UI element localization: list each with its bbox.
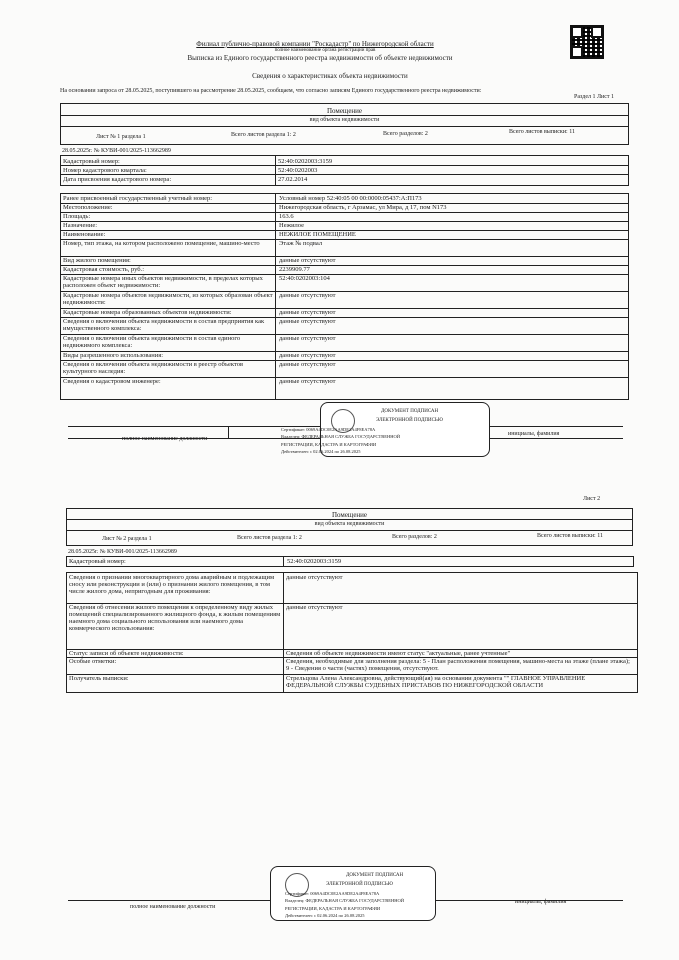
- detail-label-2: Сведения об отнесении жилого помещения к определенному виду жилых помещений специализированного жилищного фонда, к жилым помещениям наемного дома социального использования или наемного дома коммерческого использования:: [69, 604, 281, 632]
- e-signature-stamp-1: [281, 402, 490, 457]
- org-caption: полное наименование органа регистрации прав: [274, 48, 376, 53]
- detail-value: данные отсутствуют: [279, 361, 336, 368]
- detail-value: Условный номер 52:40:05 00 00:0000:05437:А:П173: [279, 195, 422, 202]
- page2-header-block: [66, 508, 633, 546]
- sheets-in-section: Всего листов раздела 1: 2: [231, 132, 296, 138]
- detail-label: Кадастровые номера иных объектов недвижимости, в пределах которых расположен объект недвижимости:: [63, 275, 263, 289]
- detail-value-2: Сведения, необходимые для заполнения раздела: 5 - План расположения помещения, машино-места на этаже (плане этажа); 9 - Сведения о части (частях) помещения, отсутствуют.: [286, 658, 630, 672]
- stamp-line: ДОКУМЕНТ ПОДПИСАН: [381, 409, 439, 414]
- detail-label: Сведения о включении объекта недвижимости в состав единого недвижимого комплекса:: [63, 335, 241, 349]
- stamp-line: РЕГИСТРАЦИИ, КАДАСТРА И КАРТОГРАФИИ: [285, 906, 381, 911]
- detail-label: Местоположение:: [63, 204, 113, 211]
- object-type-caption: вид объекта недвижимости: [309, 117, 380, 123]
- detail-label: Ранее присвоенный государственный учетный номер:: [63, 195, 213, 202]
- stamp-line: ЭЛЕКТРОННОЙ ПОДПИСЬЮ: [326, 882, 393, 887]
- detail-label: Площадь:: [63, 213, 91, 220]
- stamp-line: Владелец: ФЕДЕРАЛЬНАЯ СЛУЖБА ГОСУДАРСТВЕННОЙ: [281, 434, 401, 439]
- detail-value: данные отсутствуют: [279, 309, 336, 316]
- detail-value-2: Сведения об объекте недвижимости имеют статус "актуальные, ранее учтенные": [286, 650, 511, 657]
- detail-value-2: данные отсутствуют: [286, 604, 343, 611]
- detail-value: данные отсутствуют: [279, 257, 336, 264]
- name-caption-2: инициалы, фамилия: [515, 899, 567, 905]
- detail-label: Кадастровая стоимость, руб.:: [63, 266, 145, 273]
- page1-cadastral-block: [60, 155, 629, 186]
- detail-value: данные отсутствуют: [279, 378, 336, 385]
- object-type-2: Помещение: [331, 511, 368, 519]
- quarter-value: 52:40:0202003: [278, 167, 318, 174]
- total-sections: Всего разделов: 2: [383, 131, 428, 137]
- detail-value: 52:40:0202003:104: [279, 275, 330, 282]
- stamp-line: ЭЛЕКТРОННОЙ ПОДПИСЬЮ: [376, 418, 443, 423]
- cadastral-number-value-2: 52:40:0202003:3159: [287, 558, 342, 565]
- request-basis: На основании запроса от 28.05.2025, поступившего на рассмотрение 28.05.2025, сообщаем, что согласно записям Единого государственного реестра недвижимости:: [60, 88, 482, 94]
- cadastral-number-label: Кадастровый номер:: [63, 158, 120, 165]
- section-title: Сведения о характеристиках объекта недвижимости: [252, 72, 408, 80]
- sheet-2-label: Лист 2: [583, 496, 601, 502]
- total-sections-2: Всего разделов: 2: [392, 534, 437, 540]
- detail-label-2: Получатель выписки:: [69, 675, 129, 682]
- position-caption-2: полное наименование должности: [130, 904, 216, 910]
- sheet-number-2: Лист № 2 раздела 1: [102, 536, 152, 542]
- page1-details-table: [60, 193, 629, 400]
- detail-label: Кадастровые номера образованных объектов недвижимости:: [63, 309, 232, 316]
- qr-code-icon: [570, 25, 604, 59]
- object-type-caption-2: вид объекта недвижимости: [314, 521, 385, 527]
- detail-label: Назначение:: [63, 222, 98, 229]
- detail-value: Этаж № подвал: [279, 240, 323, 247]
- date-assigned-value: 27.02.2014: [278, 176, 308, 183]
- stamp-line: РЕГИСТРАЦИИ, КАДАСТРА И КАРТОГРАФИИ: [281, 442, 377, 447]
- quarter-label: Номер кадастрового квартала:: [63, 167, 147, 174]
- object-type: Помещение: [326, 107, 363, 115]
- detail-label-2: Сведения о признании многоквартирного дома аварийным и подлежащим сносу или реконструкции и (или) о признании жилого помещения, в том числе жилого дома, непригодным для проживания:: [69, 574, 275, 595]
- page2-cadastral-row: [66, 556, 634, 567]
- name-caption-1: инициалы, фамилия: [508, 431, 560, 437]
- page2-details-table: [66, 572, 638, 693]
- doc-title: Выписка из Единого государственного реестра недвижимости об объекте недвижимости: [187, 54, 453, 62]
- detail-value: данные отсутствуют: [279, 352, 336, 359]
- e-signature-stamp-2: [270, 866, 436, 921]
- detail-label: Кадастровые номера объектов недвижимости, из которых образован объект недвижимости:: [63, 292, 273, 306]
- total-sheets-2: Всего листов выписки: 11: [537, 533, 603, 539]
- extract-number: 28.05.2025г. № КУВИ-001/2025-113662989: [62, 148, 171, 154]
- sheet-ref: Раздел 1 Лист 1: [574, 94, 615, 100]
- total-sheets: Всего листов выписки: 11: [509, 129, 575, 135]
- sheets-in-section-2: Всего листов раздела 1: 2: [237, 535, 302, 541]
- detail-label-2: Особые отметки:: [69, 658, 117, 665]
- detail-value: 163.6: [279, 213, 294, 220]
- stamp-line: Действителен: с 02.06.2024 по 26.08.2025: [281, 449, 361, 454]
- position-caption-1: полное наименование должности: [122, 436, 208, 442]
- detail-label: Наименование:: [63, 231, 106, 238]
- stamp-line: Сертификат: 0069A4DC0E2AA9DE2A4F8EA78A: [285, 891, 380, 896]
- detail-value-2: данные отсутствуют: [286, 574, 343, 581]
- cadastral-number-value: 52:40:0202003:3159: [278, 158, 333, 165]
- detail-label: Вид жилого помещения:: [63, 257, 131, 264]
- detail-label: Номер, тип этажа, на котором расположено помещение, машино-место: [63, 240, 260, 247]
- detail-value: НЕЖИЛОЕ ПОМЕЩЕНИЕ: [279, 231, 356, 238]
- detail-label: Сведения о кадастровом инженере:: [63, 378, 161, 385]
- detail-label: Сведения о включении объекта недвижимости в состав предприятия как имущественного комплекса:: [63, 318, 265, 332]
- detail-value: 2239909.77: [279, 266, 310, 273]
- detail-value: данные отсутствуют: [279, 292, 336, 299]
- extract-number-2: 28.05.2025г. № КУВИ-001/2025-113662989: [68, 549, 177, 555]
- stamp-line: Сертификат: 0069A4DC0E2AA9DE2A4F8EA78A: [281, 427, 376, 432]
- page1-header-block: [60, 103, 629, 145]
- sheet-number: Лист № 1 раздела 1: [96, 134, 146, 140]
- detail-value: данные отсутствуют: [279, 335, 336, 342]
- date-assigned-label: Дата присвоения кадастрового номера:: [63, 176, 172, 183]
- org-name: Филиал публично-правовой компании "Роскадастр" по Нижегородской области: [196, 40, 434, 48]
- cadastral-number-label-2: Кадастровый номер:: [69, 558, 126, 565]
- stamp-line: Действителен: с 02.06.2024 по 26.08.2025: [285, 913, 365, 918]
- detail-label: Виды разрешенного использования:: [63, 352, 164, 359]
- stamp-line: Владелец: ФЕДЕРАЛЬНАЯ СЛУЖБА ГОСУДАРСТВЕННОЙ: [285, 898, 405, 903]
- detail-label-2: Статус записи об объекте недвижимости:: [69, 650, 184, 657]
- detail-value: данные отсутствуют: [279, 318, 336, 325]
- stamp-line: ДОКУМЕНТ ПОДПИСАН: [346, 873, 404, 878]
- detail-value: Нежилое: [279, 222, 305, 229]
- detail-label: Сведения о включении объекта недвижимости в реестр объектов культурного наследия:: [63, 361, 244, 375]
- detail-value-2: Стрельцова Алена Александровна, действующий(ая) на основании документа "" ГЛАВНОЕ УПРАВЛЕНИЕ ФЕДЕРАЛЬНОЙ СЛУЖБЫ СУДЕБНЫХ ПРИСТАВОВ ПО НИЖЕГОРОДСКОЙ ОБЛАСТИ: [286, 675, 586, 689]
- detail-value: Нижегородская область, г Арзамас, ул Мира, д 17, пом N173: [279, 204, 447, 211]
